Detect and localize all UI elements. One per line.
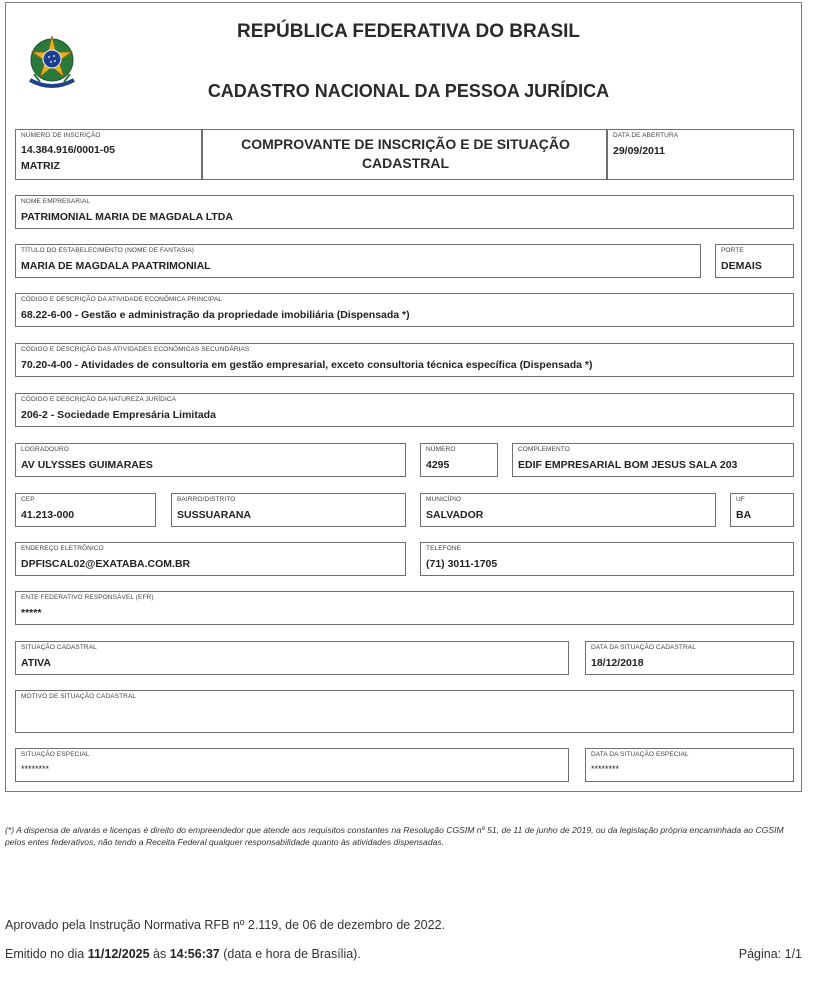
nome-box xyxy=(15,195,794,229)
emitted-time: 14:56:37 xyxy=(169,947,220,961)
secundarias-label: CÓDIGO E DESCRIÇÃO DAS ATIVIDADES ECONÔMICAS SECUNDÁRIAS xyxy=(21,346,250,353)
especial-label: SITUAÇÃO ESPECIAL xyxy=(21,751,90,758)
fantasia-value: MARIA DE MAGDALA PAATRIMONIAL xyxy=(21,260,211,272)
data-especial-value: ******** xyxy=(591,764,620,774)
fantasia-box xyxy=(15,244,701,278)
uf-label: UF xyxy=(736,496,745,503)
situacao-value: ATIVA xyxy=(21,657,51,669)
porte-label: PORTE xyxy=(721,247,744,254)
cep-value: 41.213-000 xyxy=(21,509,75,521)
porte-value: DEMAIS xyxy=(721,260,762,272)
bairro-value: SUSSUARANA xyxy=(177,509,252,521)
country-title: REPÚBLICA FEDERATIVA DO BRASIL xyxy=(236,21,581,42)
dispensa-note: (*) A dispensa de alvarás e licenças é direito do empreendedor que atende aos requisitos constantes na Resolução CGSIM nº 51, de 11 de junho de 2019, ou da legislação própria encaminhada ao CGSIM pelos entes federativos, não tendo a Receita Federal qualquer responsabilidade quanto às atividades dispensadas. xyxy=(5,825,784,847)
telefone-box xyxy=(420,542,794,576)
situacao-label: SITUAÇÃO CADASTRAL xyxy=(21,644,97,651)
principal-value: 68.22-6-00 - Gestão e administração da propriedade imobiliária (Dispensada *) xyxy=(21,309,410,321)
numero-label: NÚMERO xyxy=(426,446,456,453)
nome-value: PATRIMONIAL MARIA DE MAGDALA LTDA xyxy=(21,211,233,223)
doc-title-box xyxy=(202,129,607,180)
efr-value: ***** xyxy=(21,607,42,619)
situacao-box xyxy=(15,641,569,675)
logradouro-label: LOGRADOURO xyxy=(21,446,69,453)
emitted-suffix: (data e hora de Brasília). xyxy=(219,947,361,961)
efr-label: ENTE FEDERATIVO RESPONSÁVEL (EFR) xyxy=(21,594,154,601)
telefone-value: (71) 3011-1705 xyxy=(426,558,498,570)
doc-title-line2: CADASTRAL xyxy=(361,155,450,171)
complemento-value: EDIF EMPRESARIAL BOM JESUS SALA 203 xyxy=(518,459,738,471)
bairro-box xyxy=(171,493,406,527)
cep-label: CEP xyxy=(21,496,35,503)
logradouro-value: AV ULYSSES GUIMARAES xyxy=(21,459,153,471)
inscricao-box xyxy=(15,129,202,180)
inscricao-label: NÚMERO DE INSCRIÇÃO xyxy=(21,132,101,139)
municipio-label: MUNICÍPIO xyxy=(426,496,462,503)
abertura-box xyxy=(607,129,794,180)
porte-box xyxy=(715,244,794,278)
uf-box xyxy=(730,493,794,527)
uf-value: BA xyxy=(736,509,752,521)
emitted-date: 11/12/2025 xyxy=(87,947,150,961)
data-situacao-value: 18/12/2018 xyxy=(591,657,644,669)
nome-label: NOME EMPRESARIAL xyxy=(21,198,91,205)
data-especial-box xyxy=(585,748,794,782)
abertura-value: 29/09/2011 xyxy=(613,145,665,157)
data-situacao-box xyxy=(585,641,794,675)
registry-title: CADASTRO NACIONAL DA PESSOA JURÍDICA xyxy=(207,81,610,101)
doc-title-line1: COMPROVANTE DE INSCRIÇÃO E DE SITUAÇÃO xyxy=(241,136,570,152)
secundarias-value: 70.20-4-00 - Atividades de consultoria em gestão empresarial, exceto consultoria técnica específica (Dispensada *) xyxy=(21,359,593,371)
approval-text: Aprovado pela Instrução Normativa RFB nº 2.119, de 06 de dezembro de 2022. xyxy=(5,918,446,932)
logradouro-box xyxy=(15,443,406,477)
abertura-label: DATA DE ABERTURA xyxy=(613,132,679,139)
municipio-box xyxy=(420,493,716,527)
email-value: DPFISCAL02@EXATABA.COM.BR xyxy=(21,558,191,570)
principal-box xyxy=(15,293,794,327)
municipio-value: SALVADOR xyxy=(426,509,484,521)
page-number: Página: 1/1 xyxy=(738,947,802,961)
secundarias-box xyxy=(15,343,794,377)
inscricao-type: MATRIZ xyxy=(21,160,60,172)
emitted-line xyxy=(5,947,361,961)
email-label: ENDEREÇO ELETRÔNICO xyxy=(21,545,104,552)
emitted-mid: às xyxy=(149,947,170,961)
numero-box xyxy=(420,443,498,477)
complemento-label: COMPLEMENTO xyxy=(518,446,570,453)
bairro-label: BAIRRO/DISTRITO xyxy=(177,496,236,503)
motivo-label: MOTIVO DE SITUAÇÃO CADASTRAL xyxy=(21,693,137,700)
emitted-prefix: Emitido no dia xyxy=(5,947,88,961)
principal-label: CÓDIGO E DESCRIÇÃO DA ATIVIDADE ECONÔMICA PRINCIPAL xyxy=(21,296,222,303)
natureza-label: CÓDIGO E DESCRIÇÃO DA NATUREZA JURÍDICA xyxy=(21,396,177,403)
motivo-box xyxy=(15,690,794,733)
data-especial-label: DATA DA SITUAÇÃO ESPECIAL xyxy=(591,751,689,758)
numero-value: 4295 xyxy=(426,459,450,471)
efr-box xyxy=(15,591,794,625)
natureza-box xyxy=(15,393,794,427)
cep-box xyxy=(15,493,156,527)
telefone-label: TELEFONE xyxy=(426,545,462,552)
natureza-value: 206-2 - Sociedade Empresária Limitada xyxy=(21,409,216,421)
complemento-box xyxy=(512,443,794,477)
especial-box xyxy=(15,748,569,782)
email-box xyxy=(15,542,406,576)
data-situacao-label: DATA DA SITUAÇÃO CADASTRAL xyxy=(591,644,696,651)
fantasia-label: TÍTULO DO ESTABELECIMENTO (NOME DE FANTASIA) xyxy=(21,247,195,254)
inscricao-value: 14.384.916/0001-05 xyxy=(21,144,116,156)
especial-value: ******** xyxy=(21,764,50,774)
